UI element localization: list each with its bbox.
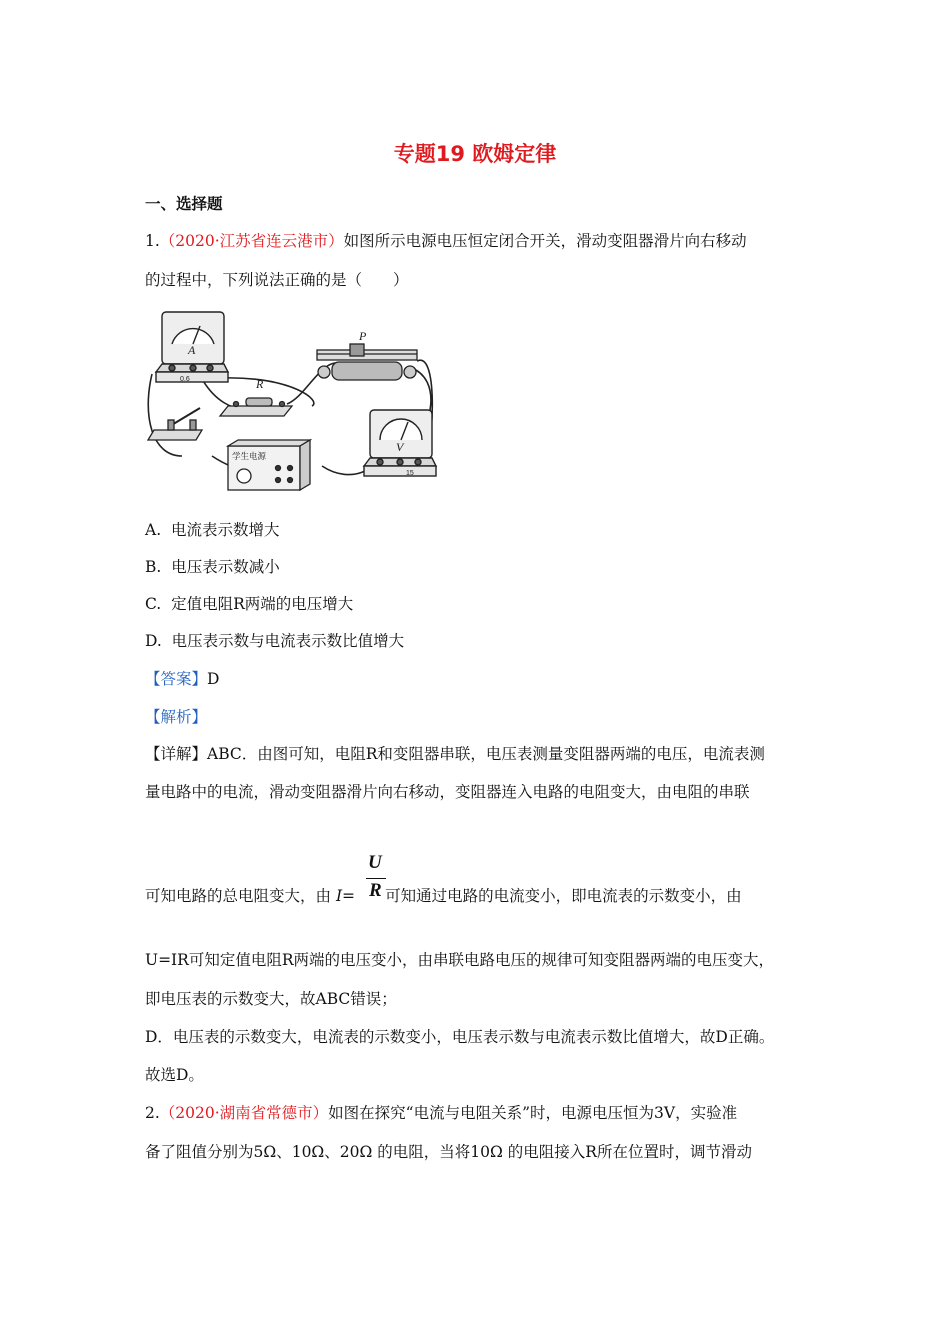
detail-line-4: U=IR可知定值电阻R两端的电压变小，由串联电路电压的规律可知变阻器两端的电压变大，	[145, 951, 775, 969]
answer-line	[145, 667, 219, 689]
resistor	[220, 398, 292, 416]
detail-text-1: ABC．由图可知，电阻R和变阻器串联，电压表测量变阻器两端的电压，电流表测	[207, 745, 765, 763]
detail-line-6: D．电压表的示数变大，电流表的示数变小，电压表示数与电流表示数比值增大，故D正确。	[145, 1028, 775, 1046]
q2-number: 2.	[145, 1104, 160, 1122]
voltmeter-label: V	[396, 440, 404, 454]
formula-denominator: R	[369, 880, 382, 901]
section-heading: 一、选择题	[145, 195, 223, 213]
slider-label: P	[359, 329, 367, 343]
answer-value: D	[207, 670, 220, 688]
q2-stem-line-1	[145, 1101, 737, 1123]
power-supply	[228, 440, 310, 490]
option-b-letter: B.	[145, 558, 162, 576]
page-title: 专题19 欧姆定律	[393, 142, 557, 166]
voltmeter-scale-label: 15	[406, 470, 414, 477]
q1-stem-line-1	[145, 229, 747, 251]
detail-line-3	[145, 884, 742, 906]
option-b	[145, 555, 280, 577]
formula-numerator: U	[368, 852, 382, 873]
q1-source: （2020·江苏省连云港市）	[159, 232, 344, 250]
rheostat	[317, 344, 417, 380]
option-a-letter: A.	[145, 521, 162, 539]
detail-line-5: 即电压表的示数变大，故ABC错误；	[145, 990, 397, 1008]
detail-text-3-pre: 可知电路的总电阻变大，由	[145, 887, 336, 905]
circuit-figure	[142, 306, 442, 502]
detail-line-1	[145, 742, 765, 764]
detail-tag: 【详解】	[145, 745, 208, 763]
formula-lhs: I=	[335, 887, 356, 905]
option-c	[145, 592, 353, 614]
conclusion: 故选D。	[145, 1066, 204, 1084]
analysis-tag: 【解析】	[145, 708, 208, 726]
option-c-text: 定值电阻R两端的电压增大	[171, 595, 354, 613]
power-supply-label: 学生电源	[232, 452, 267, 462]
option-a	[145, 518, 280, 540]
q1-number: 1.	[145, 232, 160, 250]
detail-line-2: 量电路中的电流，滑动变阻器滑片向右移动，变阻器连入电路的电阻变大，由电阻的串联	[145, 783, 750, 801]
ammeter-scale-label: 0.6	[180, 376, 190, 383]
ammeter-label: A	[188, 343, 196, 357]
q2-stem-line-2: 备了阻值分别为5Ω、10Ω、20Ω 的电阻，当将10Ω 的电阻接入R所在位置时，调节滑动	[145, 1143, 752, 1161]
answer-tag: 【答案】	[145, 670, 208, 688]
q2-stem-text: 如图在探究“电流与电阻关系”时，电源电压恒为3V，实验准	[328, 1104, 738, 1122]
detail-text-3-post: 可知通过电路的电流变小，即电流表的示数变小，由	[385, 887, 742, 905]
switch	[148, 408, 202, 440]
option-d-letter: D.	[145, 632, 162, 650]
option-c-letter: C.	[145, 595, 162, 613]
option-d-text: 电压表示数与电流表示数比值增大	[171, 632, 405, 650]
q1-stem-line-2: 的过程中，下列说法正确的是（ ）	[145, 271, 409, 289]
resistor-label: R	[256, 377, 264, 391]
option-d	[145, 629, 404, 651]
q2-source: （2020·湖南省常德市）	[159, 1104, 329, 1122]
option-b-text: 电压表示数减小	[171, 558, 280, 576]
q1-stem-text: 如图所示电源电压恒定闭合开关，滑动变阻器滑片向右移动	[343, 232, 747, 250]
option-a-text: 电流表示数增大	[170, 521, 280, 539]
